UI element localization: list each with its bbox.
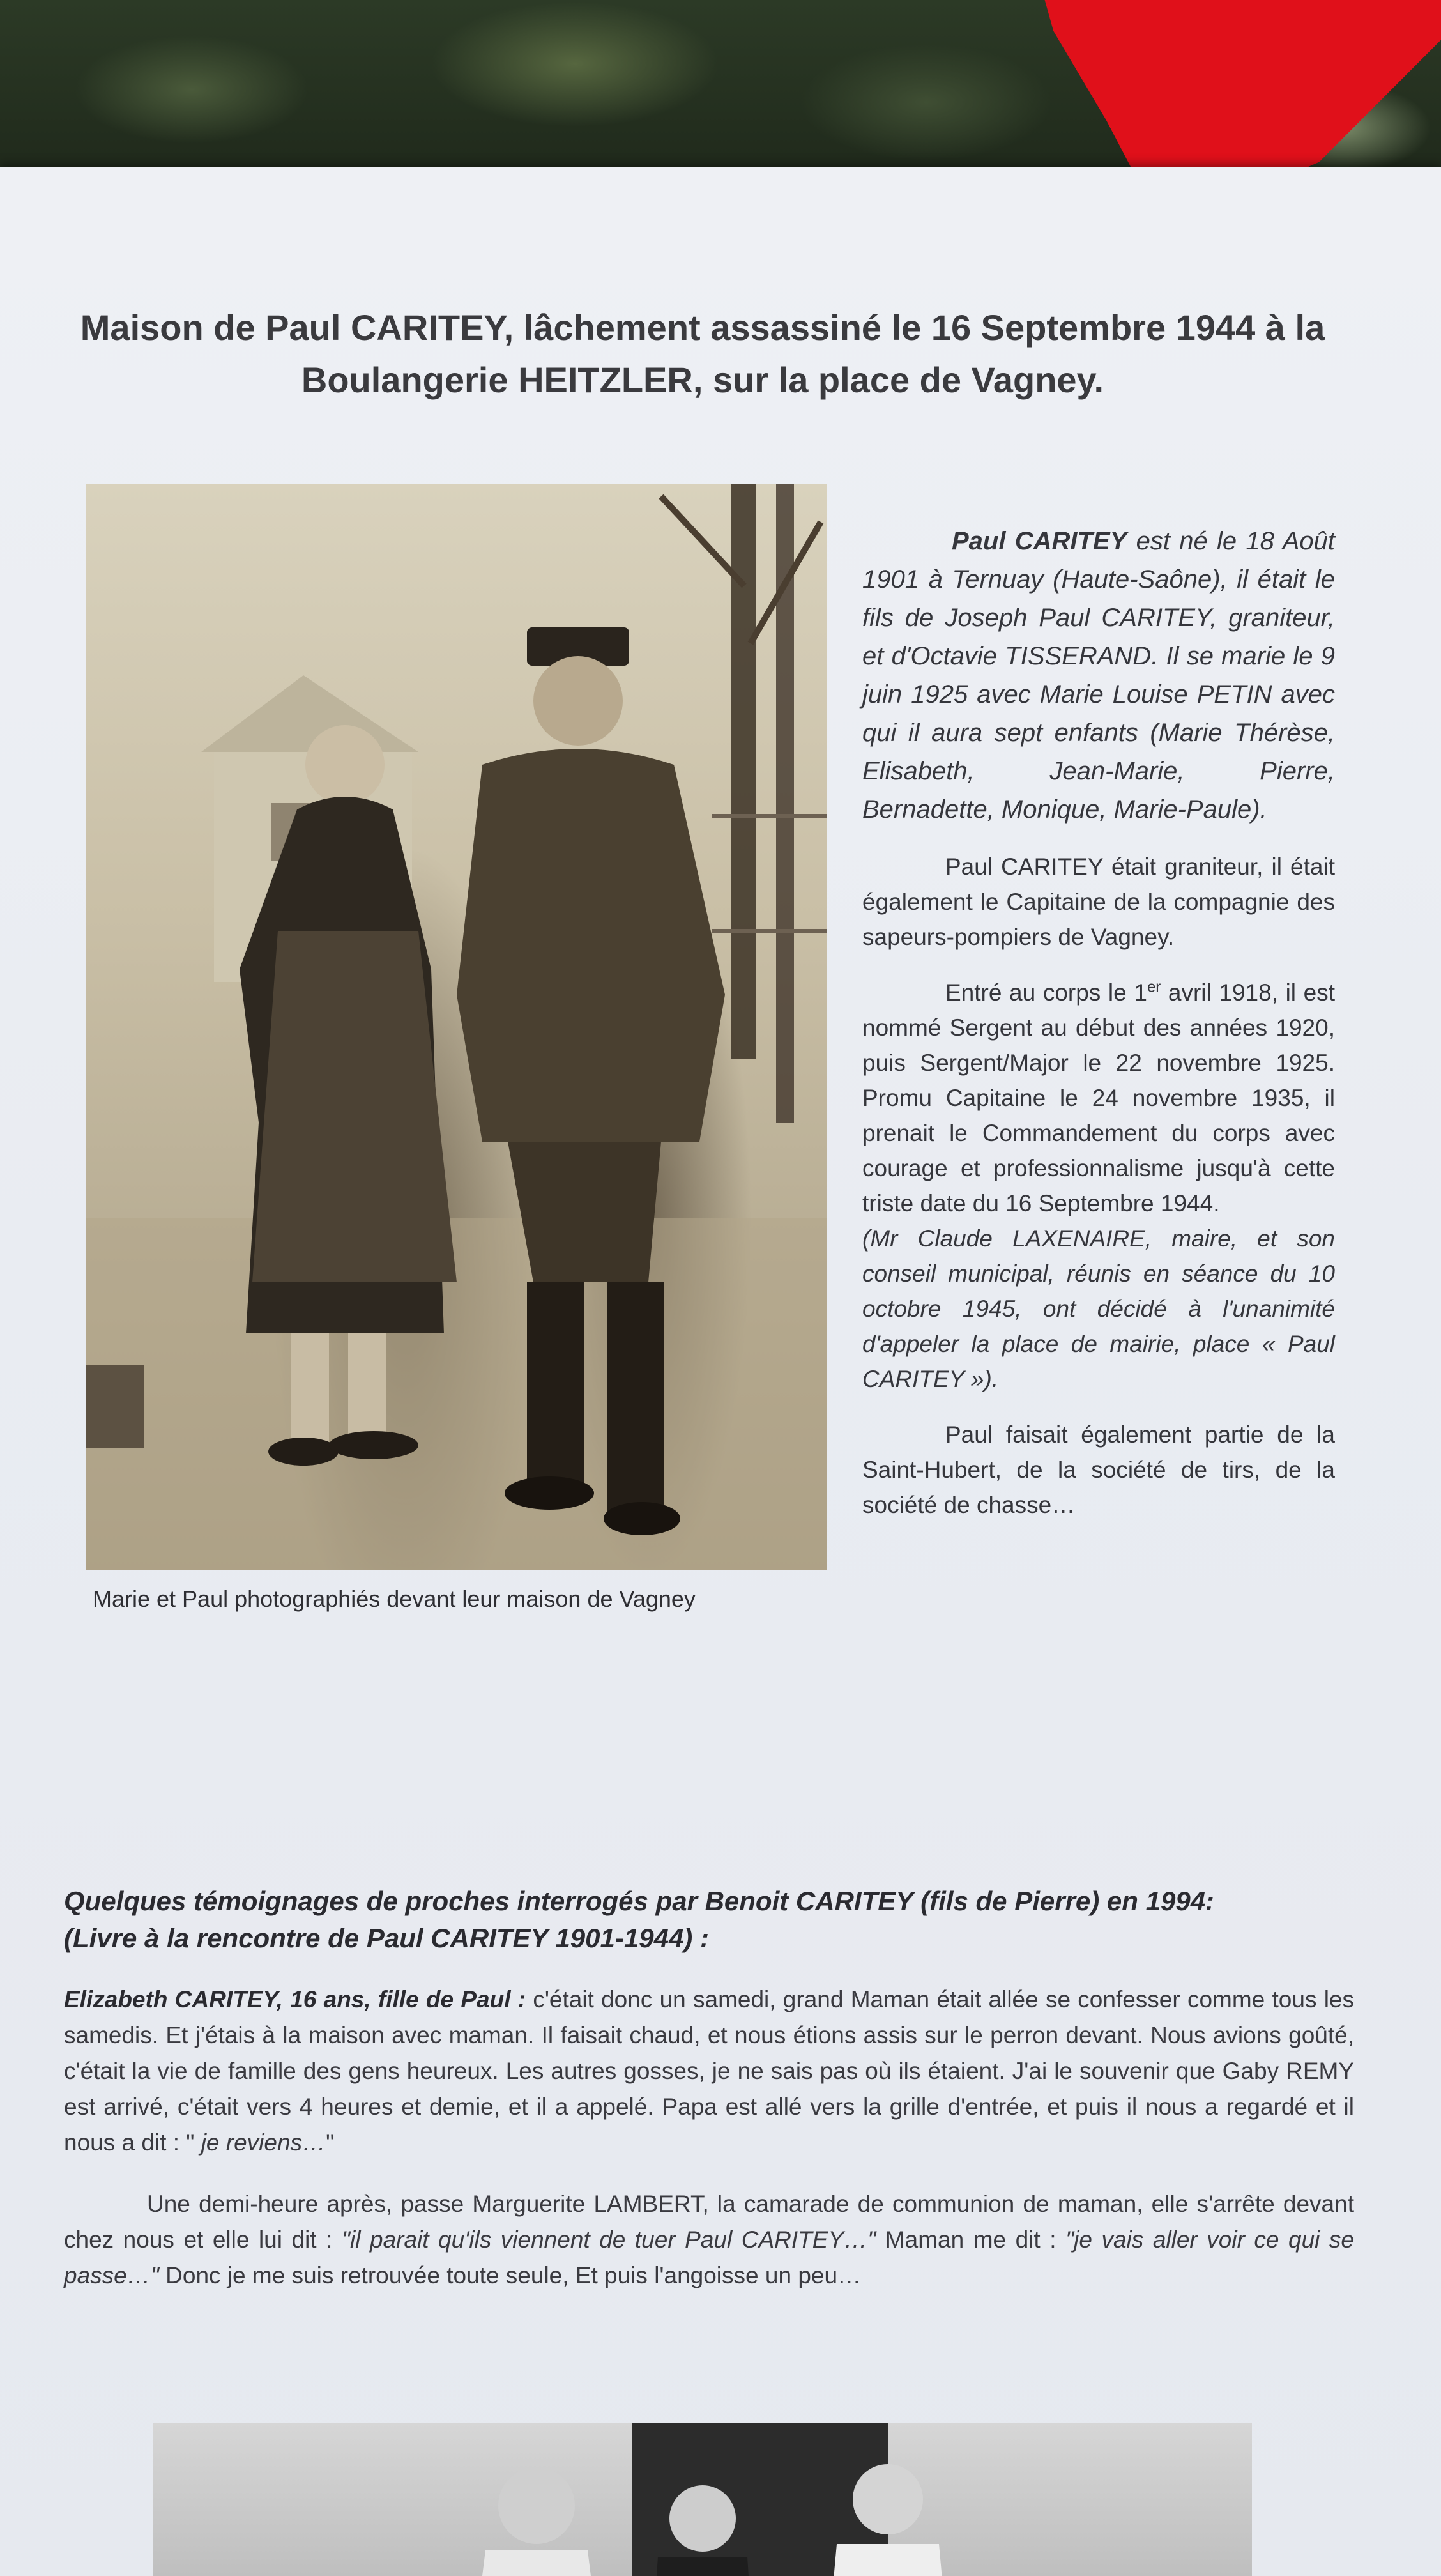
bio-paragraph-5: Paul faisait également partie de la Saint-Hubert, de la société de tirs, de la société de chasse…	[862, 1422, 1335, 1518]
testimony-speaker: Elizabeth CARITEY, 16 ans, fille de Paul :	[64, 1986, 526, 2012]
testimony-quote-3: "je vais aller voir ce qui se passe…"	[64, 2227, 1355, 2288]
photo-marie-and-paul	[86, 484, 827, 1570]
bio-paragraph-3	[862, 975, 1335, 1221]
bio-paragraph-3-rest: avril 1918, il est nommé Sergent au début des années 1920, puis Sergent/Major le 22 novembre 1925. Promu Capitaine le 24 novembre 1935, il prenait le Commandement du corps avec courage et professionnalisme jusqu'à cette triste date du 16 Septembre 1944.	[862, 979, 1335, 1216]
information-board	[0, 167, 1441, 2576]
testimonies-heading-line-2: (Livre à la rencontre de Paul CARITEY 1901-1944) :	[64, 1923, 709, 1953]
bio-name: Paul CARITEY	[952, 527, 1127, 555]
bio-paragraph-1	[862, 522, 1335, 829]
testimony-text-1: c'était donc un samedi, grand Maman était allée se confesser comme tous les samedis. Et j'étais à la maison avec maman. Il faisait chaud, et nous étions assis sur le perron devant. Nous avions goûté, c'était la vie de famille des gens heureux. Les autres gosses, je ne sais pas où ils étaient. J'ai le souvenir que Gaby REMY est arrivé, c'était vers 4 heures et demie, et il a appelé. Papa est allé vers la grille d'entrée, et puis il nous a regardé et il nous a dit : "	[64, 1986, 1354, 2156]
testimony-text-2b: Maman me dit :	[876, 2227, 1066, 2253]
biography	[862, 522, 1335, 1522]
testimony-quote-2: "il parait qu'ils viennent de tuer Paul CARITEY…"	[341, 2227, 876, 2253]
bio-paragraph-1-text: est né le 18 Août 1901 à Ternuay (Haute-Saône), il était le fils de Joseph Paul CARITEY, graniteur, et d'Octavie TISSERAND. Il se marie le 9 juin 1925 avec Marie Louise PETIN avec qui il aura sept enfants (Marie Thérèse, Elisabeth, Jean-Marie, Pierre, Bernadette, Monique, Marie-Paule).	[862, 527, 1336, 824]
testimony-quote-1: je reviens…	[201, 2129, 326, 2156]
bio-paragraph-3-start: Entré au corps le 1	[945, 979, 1147, 1006]
bio-paragraph-4: (Mr Claude LAXENAIRE, maire, et son conseil municipal, réunis en séance du 10 octobre 1945, ont décidé à l'unanimité d'appeler la place de mairie, place « Paul CARITEY »).	[862, 1225, 1335, 1392]
testimony-quote-1-end: "	[326, 2129, 335, 2156]
photo-family-group	[153, 2423, 1252, 2576]
photo-caption: Marie et Paul photographiés devant leur maison de Vagney	[93, 1586, 696, 1612]
testimonies-heading-line-1: Quelques témoignages de proches interrogés par Benoit CARITEY (fils de Pierre) en 1994:	[64, 1886, 1215, 1916]
testimonies-heading	[64, 1883, 1373, 1957]
testimony-text-2c: Donc je me suis retrouvée toute seule, Et puis l'angoisse un peu…	[158, 2262, 862, 2288]
testimony-paragraph-2	[64, 2186, 1354, 2294]
page-title: Maison de Paul CARITEY, lâchement assassiné le 16 Septembre 1944 à la Boulangerie HEITZLER, sur la place de Vagney.	[80, 307, 1325, 400]
bio-paragraph-3-sup: er	[1147, 978, 1161, 996]
testimony-paragraph-1	[64, 1982, 1354, 2161]
bio-paragraph-2: Paul CARITEY était graniteur, il était également le Capitaine de la compagnie des sapeurs-pompiers de Vagney.	[862, 854, 1335, 950]
testimony-text-2a: Une demi-heure après, passe Marguerite LAMBERT, la camarade de communion de maman, elle s'arrête devant chez nous et elle lui dit :	[64, 2191, 1354, 2253]
testimony-elizabeth	[64, 1982, 1354, 2294]
